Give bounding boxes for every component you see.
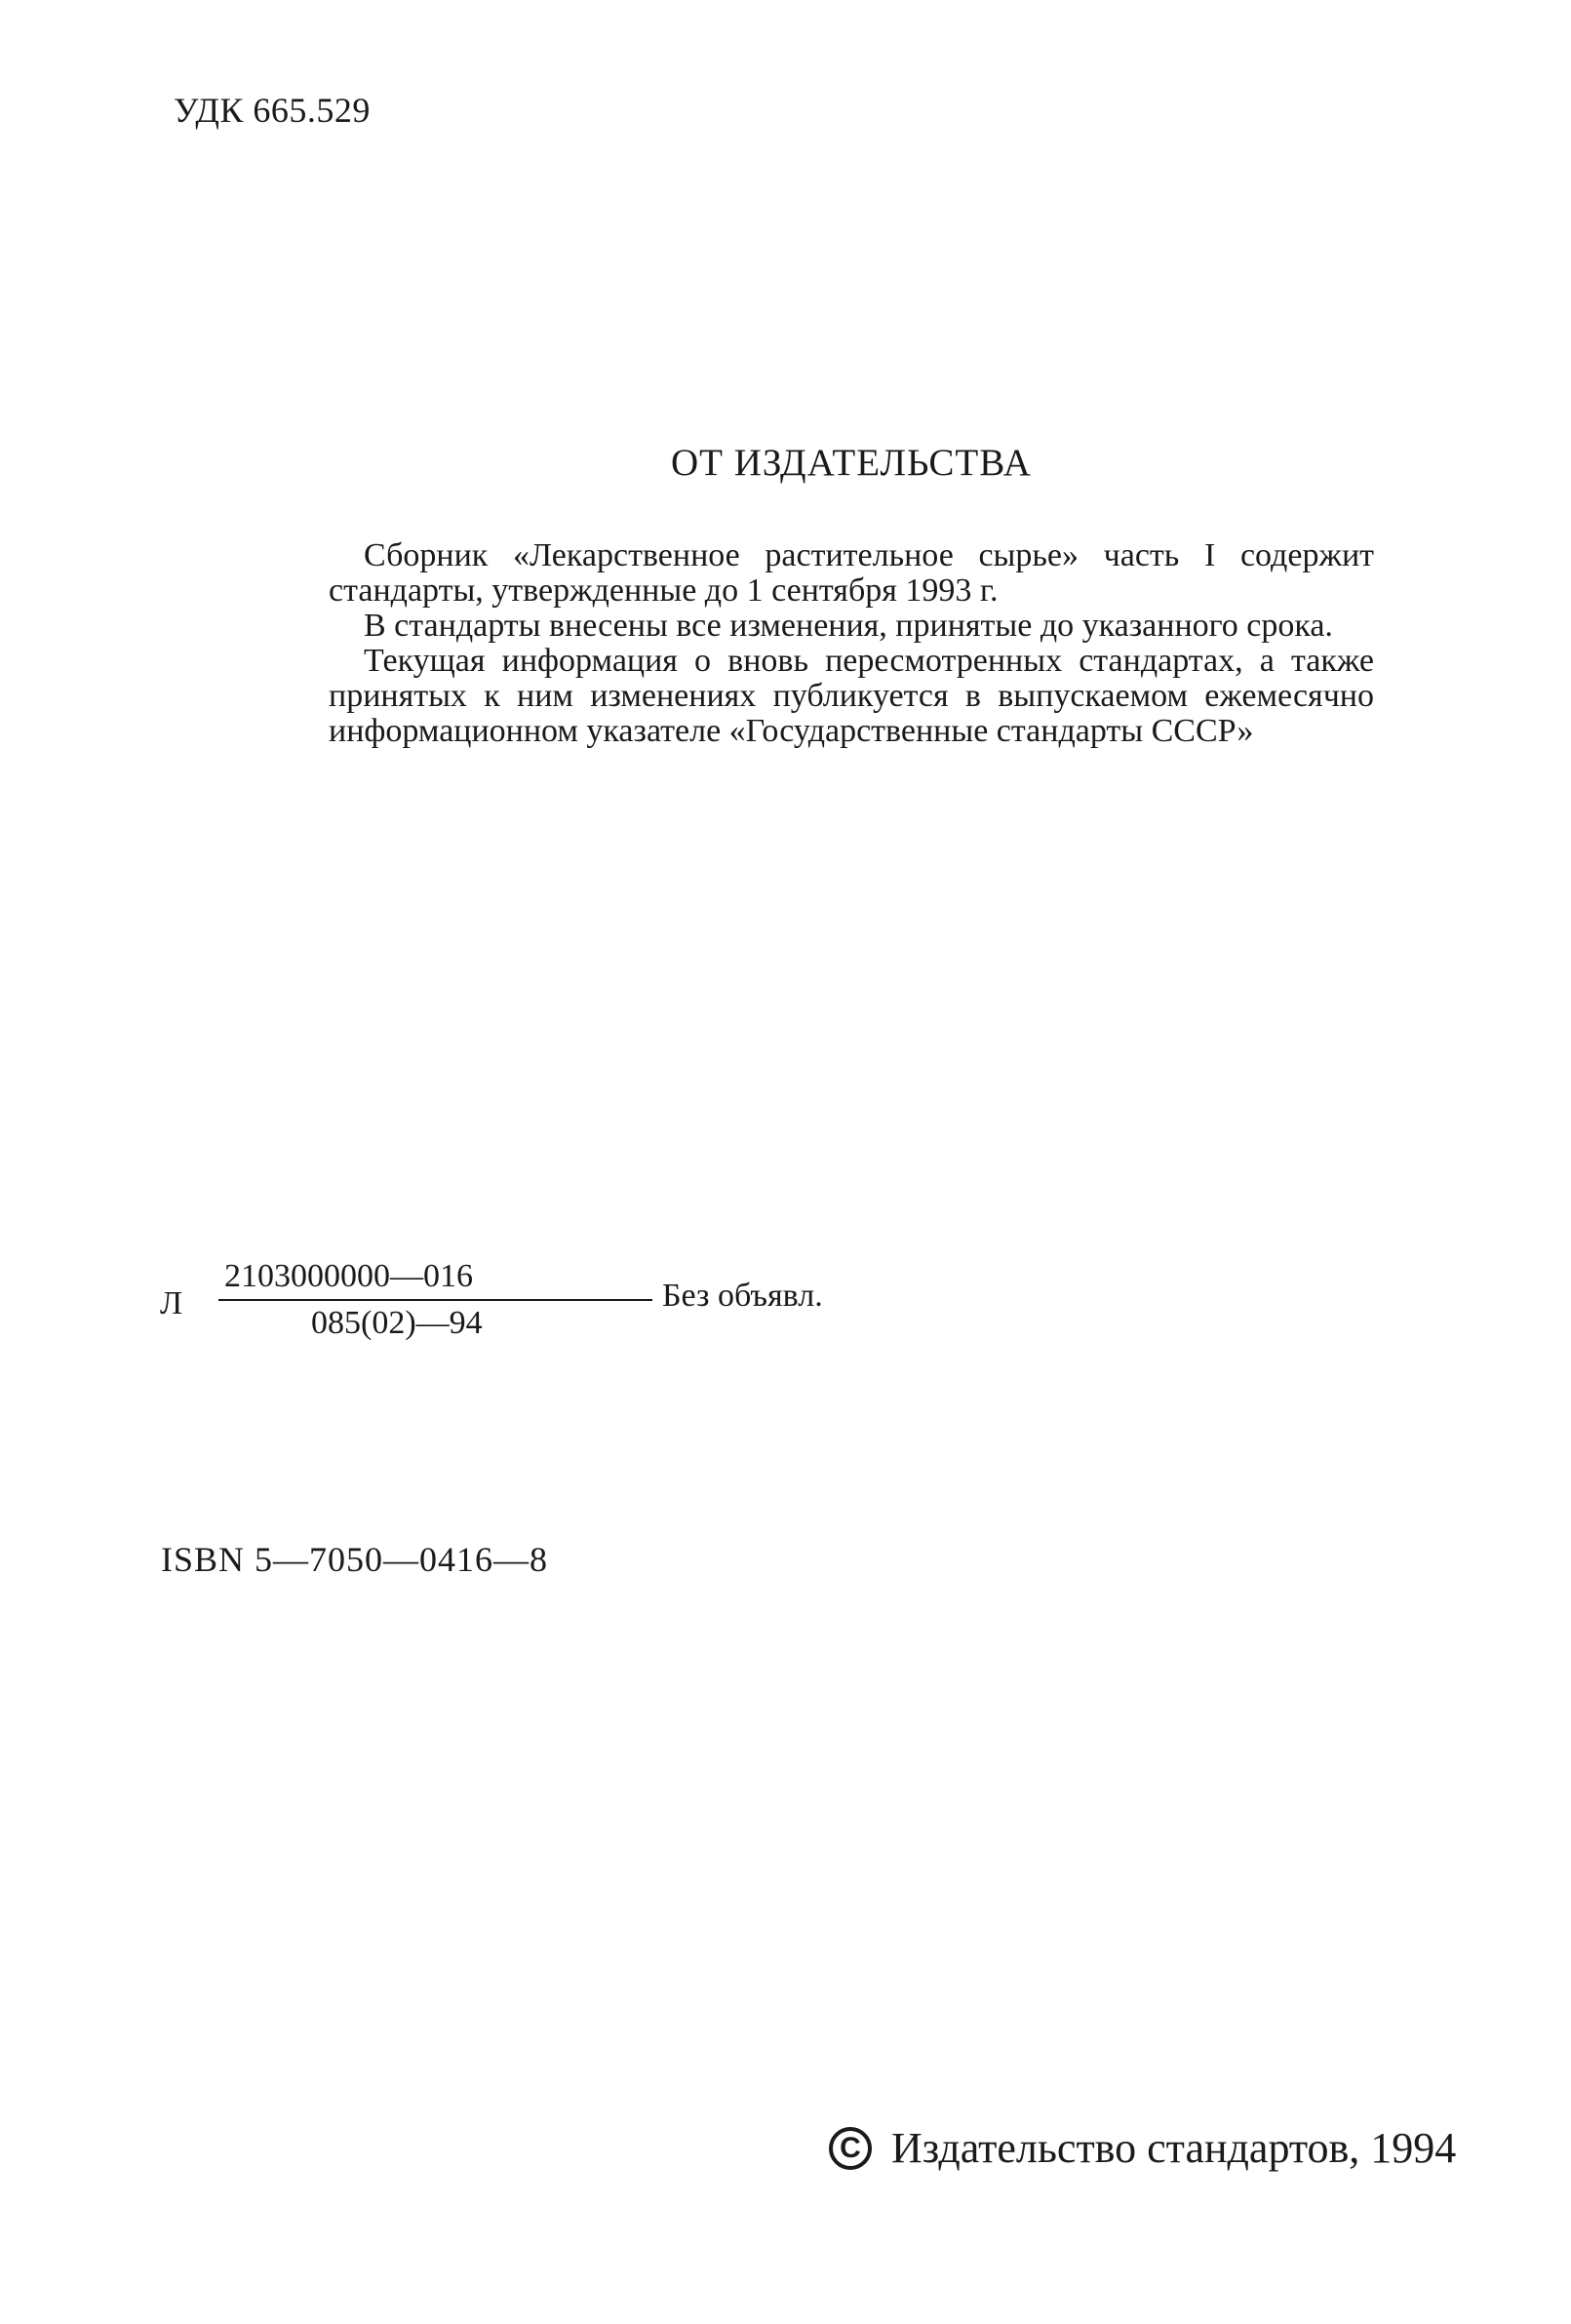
udk-code: УДК 665.529 bbox=[174, 91, 371, 130]
imprint-note: Без объявл. bbox=[662, 1278, 823, 1314]
imprint-code bbox=[160, 1258, 843, 1346]
section-heading: ОТ ИЗДАТЕЛЬСТВА bbox=[671, 442, 1032, 484]
paragraph: В стандарты внесены все изменения, принятые до указанного срока. bbox=[364, 608, 1333, 644]
isbn: ISBN 5—7050—0416—8 bbox=[161, 1540, 549, 1579]
imprint-numerator: 2103000000—016 bbox=[224, 1258, 473, 1294]
imprint-letter: Л bbox=[160, 1285, 183, 1321]
fraction-bar bbox=[218, 1299, 652, 1301]
copyright-icon: C bbox=[829, 2127, 872, 2170]
publisher-note bbox=[329, 538, 1374, 749]
copyright-line bbox=[829, 2123, 1456, 2173]
paragraph: Сборник «Лекарственное растительное сырье» часть I содержит стандарты, утвержденные до 1 сентября 1993 г. bbox=[329, 537, 1374, 609]
paragraph: Текущая информация о вновь пересмотренных стандартах, а также принятых к ним изменениях публикуется в выпускаемом ежемесячно информационном указателе «Государственные стандарты СССР» bbox=[329, 643, 1374, 749]
copyright-text: Издательство стандартов, 1994 bbox=[891, 2124, 1457, 2172]
imprint-denominator: 085(02)—94 bbox=[311, 1305, 483, 1341]
